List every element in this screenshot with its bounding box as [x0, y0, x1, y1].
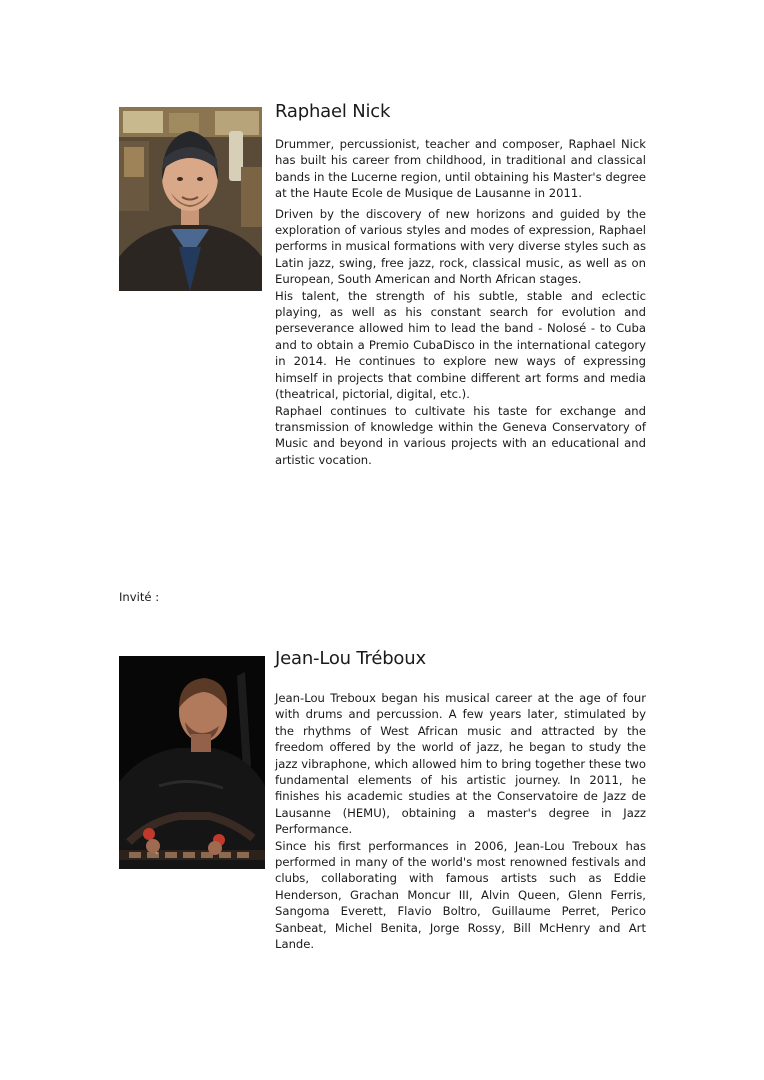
guest-label: Invité :: [119, 590, 160, 604]
bio-paragraph: Raphael continues to cultivate his taste for exchange and transmission of knowledge within the Geneva Conservatory of Music and beyond in various projects with an educational and artistic vocation.: [275, 403, 646, 467]
raphael-nick-photo: [119, 107, 262, 291]
jean-lou-treboux-photo: [119, 656, 265, 869]
bio-paragraph: Drummer, percussionist, teacher and composer, Raphael Nick has built his career from childhood, in traditional and classical bands in the Lucerne region, until obtaining his Master's degree at the Haute Ecole de Musique de Lausanne in 2011.: [275, 137, 646, 201]
bio-paragraph: Since his first performances in 2006, Jean-Lou Treboux has performed in many of the world's most renowned festivals and clubs, collaborating with famous artists such as Eddie Henderson, Grachan Moncur III, Alvin Queen, Glenn Ferris, Sangoma Everett, Flavio Boltro, Guillaume Perret, Perico Sanbeat, Michel Benita, Jorge Rossy, Bill McHenry and Art Lande.: [275, 838, 646, 952]
profile-name-jean-lou-treboux: Jean-Lou Tréboux: [275, 648, 426, 669]
profile-bio-raphael-nick: [275, 136, 646, 468]
bio-paragraph: Driven by the discovery of new horizons and guided by the exploration of various styles and modes of expression, Raphael performs in musical formations with very diverse styles such as Latin jazz, swing, free jazz, rock, classical music, as well as on European, South American and North African stages.: [275, 206, 646, 287]
bio-paragraph: Jean-Lou Treboux began his musical career at the age of four with drums and percussion. A few years later, stimulated by the rhythms of West African music and attracted by the freedom offered by the world of jazz, he began to study the jazz vibraphone, which allowed him to bring together these two fundamental elements of his artistic journey. In 2011, he finishes his academic studies at the Conservatoire de Jazz de Lausanne (HEMU), obtaining a master's degree in Jazz Performance.: [275, 691, 646, 837]
profile-name-raphael-nick: Raphael Nick: [275, 101, 391, 122]
profile-bio-jean-lou-treboux: [275, 690, 646, 953]
bio-paragraph: His talent, the strength of his subtle, stable and eclectic playing, as well as his constant search for evolution and perseverance allowed him to lead the band - Nolosé - to Cuba and to obtain a Premio CubaDisco in the international category in 2014. He continues to explore new ways of expressing himself in projects that combine different art forms and media (theatrical, pictorial, digital, etc.).: [275, 288, 646, 402]
